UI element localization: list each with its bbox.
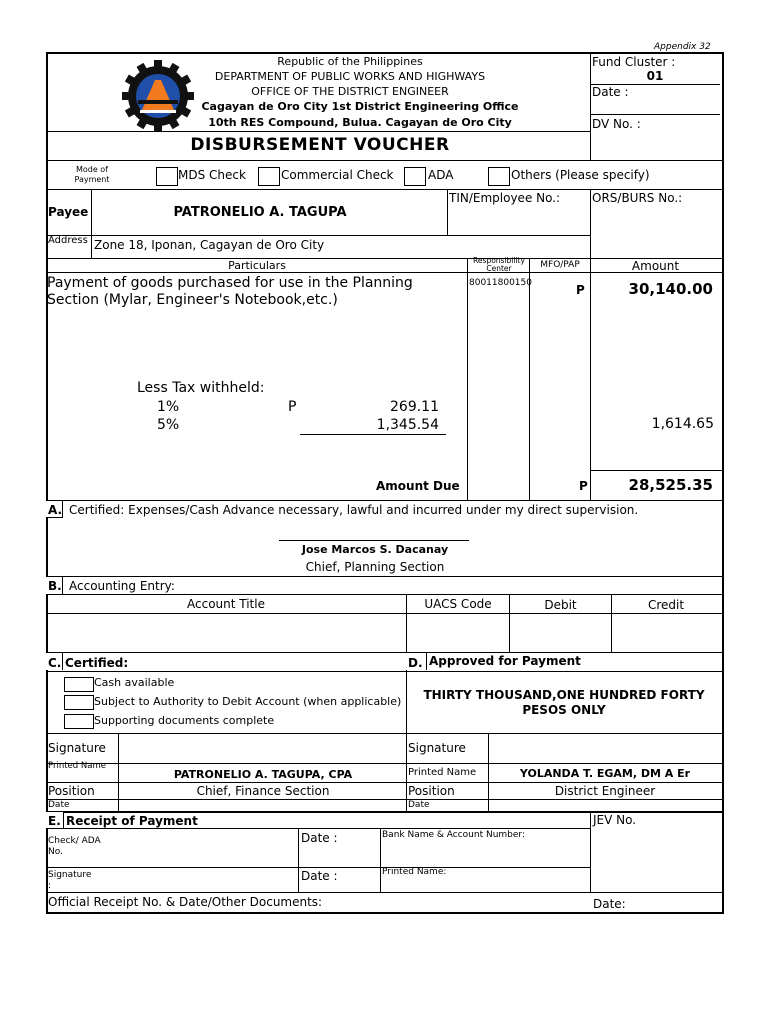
e-date-label-2: Date : (301, 869, 338, 883)
ada-checkbox[interactable] (404, 167, 426, 186)
section-d-letter: D. (408, 656, 423, 670)
e-printed-name-label: Printed Name: (382, 867, 447, 877)
section-c-letter: C. (48, 656, 62, 670)
section-a-letter: A. (48, 503, 63, 517)
final-date-label: Date: (593, 897, 626, 911)
appendix-label: Appendix 32 (654, 42, 711, 52)
cash-available-checkbox[interactable] (64, 677, 94, 692)
supporting-documents-label: Supporting documents complete (94, 714, 275, 727)
responsibility-code-cell (469, 278, 532, 290)
c-printed-name: PATRONELIO A. TAGUPA, CPA (173, 768, 353, 781)
receipt-of-payment-label: Receipt of Payment (66, 814, 198, 828)
check-ada-label: Check/ ADA No. (48, 836, 101, 858)
header-office: OFFICE OF THE DISTRICT ENGINEER (251, 85, 449, 98)
section-a-position: Chief, Planning Section (305, 560, 445, 574)
tax-1-peso-sign: P (288, 399, 297, 415)
header-republic: Republic of the Philippines (277, 55, 423, 68)
tin-label: TIN/Employee No.: (449, 191, 561, 205)
cash-available-label: Cash available (94, 676, 175, 689)
accounting-entry-label: Accounting Entry: (69, 579, 175, 593)
e-date-label-1: Date : (301, 831, 338, 845)
cash-available-cell (94, 676, 405, 690)
d-printed-name-label: Printed Name (408, 767, 477, 778)
amount-in-words-line-1: THIRTY THOUSAND,ONE HUNDRED FORTY (423, 688, 705, 702)
section-e-letter: E. (48, 814, 61, 828)
others-checkbox[interactable] (488, 167, 510, 186)
others-label: Others (Please specify) (511, 168, 650, 182)
supporting-documents-checkbox[interactable] (64, 714, 94, 729)
header-department: DEPARTMENT OF PUBLIC WORKS AND HIGHWAYS (214, 70, 486, 83)
c-position: Chief, Finance Section (196, 784, 330, 798)
e-signature-label: Signature : (48, 870, 92, 892)
fund-cluster-value: 01 (646, 69, 664, 83)
c-position-label: Position (48, 784, 95, 798)
address-label: Address (48, 235, 88, 246)
header-address: 10th RES Compound, Bulua. Cagayan de Oro City (208, 116, 512, 129)
debit-header: Debit (544, 598, 577, 612)
responsibility-center-header-cell (469, 257, 529, 272)
ors-burs-label: ORS/BURS No.: (592, 191, 683, 205)
header-date-label: Date : (592, 85, 629, 99)
mfo-pap-header: MFO/PAP (540, 260, 580, 270)
section-a-certification: Certified: Expenses/Cash Advance necessary, lawful and incurred under my direct supervision. (69, 503, 639, 517)
particulars-line-1: Payment of goods purchased for use in the Planning (47, 275, 413, 291)
uacs-code-header: UACS Code (424, 597, 492, 611)
payee-name: PATRONELIO A. TAGUPA (173, 205, 347, 220)
fund-cluster-label: Fund Cluster : (592, 55, 676, 69)
authority-debit-checkbox[interactable] (64, 695, 94, 710)
d-position-label: Position (408, 784, 455, 798)
bank-account-label: Bank Name & Account Number: (382, 830, 525, 840)
total-tax-amount: 1,614.65 (651, 416, 714, 432)
responsibility-center-header: Responsibility Center (473, 256, 525, 274)
jev-number-label: JEV No. (593, 813, 637, 827)
header-district-office: Cagayan de Oro City 1st District Engineering Office (201, 100, 519, 113)
mds-check-label: MDS Check (178, 168, 246, 182)
commercial-check-checkbox[interactable] (258, 167, 280, 186)
commercial-check-label: Commercial Check (281, 168, 394, 182)
d-printed-name: YOLANDA T. EGAM, DM A Er (519, 767, 691, 780)
amount-column-header: Amount (631, 259, 680, 273)
tax-1-amount: 269.11 (390, 399, 439, 415)
address-value: Zone 18, Iponan, Cagayan de Oro City (94, 238, 325, 252)
dpwh-logo (116, 60, 200, 132)
ada-label: ADA (428, 168, 454, 182)
credit-header: Credit (647, 598, 685, 612)
section-b-letter: B. (48, 579, 62, 593)
c-printed-name-label: Printed Name (48, 761, 106, 771)
voucher-title: DISBURSEMENT VOUCHER (190, 135, 450, 155)
tax-1-rate: 1% (157, 399, 180, 415)
authority-debit-cell (94, 695, 405, 709)
amount-due-value: 28,525.35 (628, 476, 713, 494)
payee-label: Payee (48, 205, 89, 219)
tax-2-amount: 1,345.54 (376, 417, 439, 433)
gross-amount: 30,140.00 (628, 280, 713, 298)
d-signature-label: Signature (408, 741, 466, 755)
responsibility-code: 80011800150 (469, 278, 532, 288)
c-signature-label: Signature (48, 741, 106, 755)
d-date-label: Date (408, 800, 430, 810)
particulars-line-2: Section (Mylar, Engineer's Notebook,etc.) (47, 292, 338, 308)
less-tax-label: Less Tax withheld: (137, 380, 265, 396)
amount-due-label: Amount Due (376, 479, 460, 493)
amount-due-peso-sign: P (579, 479, 588, 493)
c-date-label: Date (48, 800, 70, 810)
section-c-certified-label: Certified: (65, 656, 129, 670)
section-a-signatory: Jose Marcos S. Dacanay (301, 543, 449, 556)
supporting-documents-cell (94, 714, 275, 728)
amount-in-words-line-2: PESOS ONLY (522, 703, 606, 717)
tax-2-rate: 5% (157, 417, 180, 433)
d-position: District Engineer (554, 784, 656, 798)
particulars-column-header: Particulars (228, 259, 286, 272)
authority-debit-label: Subject to Authority to Debit Account (when applicable) (94, 695, 402, 708)
approved-for-payment-label: Approved for Payment (429, 654, 581, 668)
gross-peso-sign: P (576, 283, 585, 297)
mds-check-checkbox[interactable] (156, 167, 178, 186)
dv-number-label: DV No. : (592, 117, 641, 131)
account-title-header: Account Title (187, 597, 265, 611)
official-receipt-label: Official Receipt No. & Date/Other Documents: (48, 895, 323, 909)
mode-of-payment-label: Mode of Payment (74, 165, 110, 184)
